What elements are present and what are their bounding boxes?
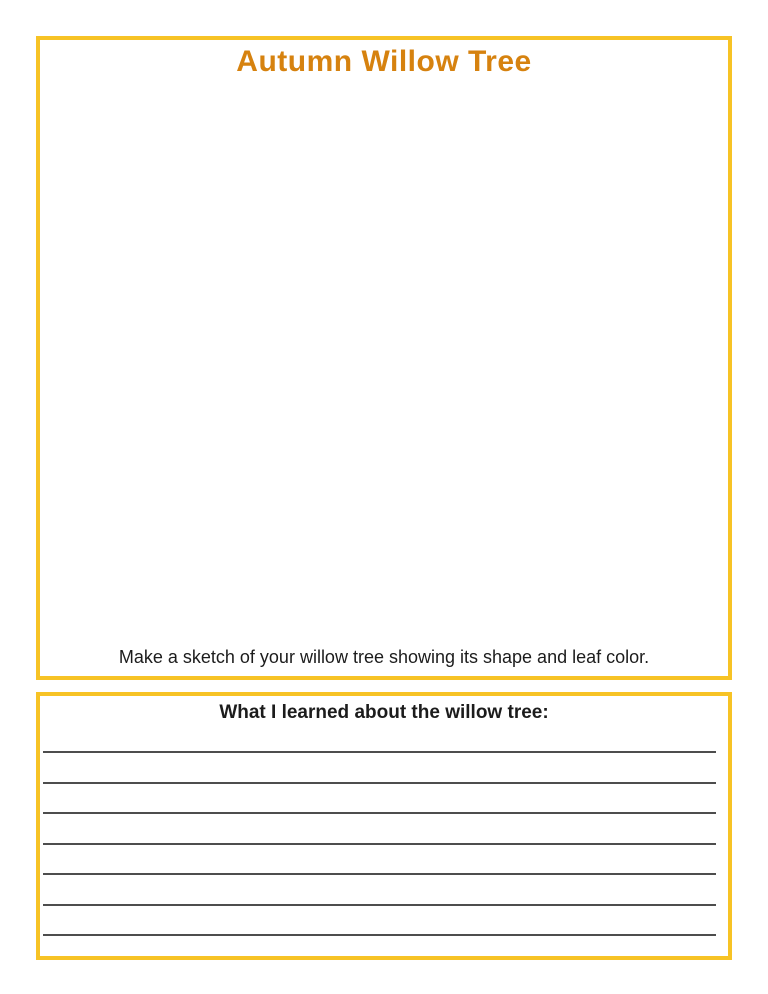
writing-line [43, 904, 716, 906]
worksheet-title: Autumn Willow Tree [236, 45, 532, 78]
notes-heading: What I learned about the willow tree: [219, 702, 549, 723]
writing-line [43, 751, 716, 753]
writing-line [43, 873, 716, 875]
sketch-area [40, 78, 728, 646]
sketch-caption: Make a sketch of your willow tree showing its shape and leaf color. [118, 647, 650, 667]
notes-section [36, 692, 732, 960]
writing-line [43, 843, 716, 845]
sketch-section [36, 36, 732, 680]
writing-line [43, 812, 716, 814]
writing-lines [40, 751, 728, 936]
writing-line [43, 934, 716, 936]
writing-line [43, 782, 716, 784]
